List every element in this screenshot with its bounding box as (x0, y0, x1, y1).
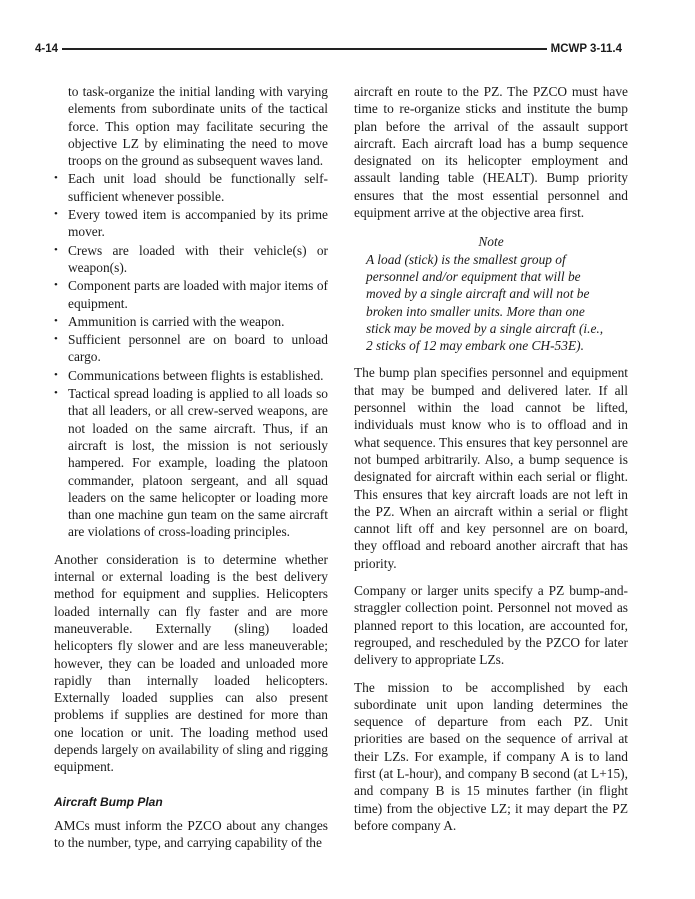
header-rule (62, 48, 547, 49)
list-item: • Component parts are loaded with major items of equipment. (54, 278, 328, 311)
bullet-icon: • (54, 208, 58, 221)
note-title: Note (478, 234, 504, 250)
bullet-icon: • (54, 387, 58, 400)
list-item: • Crews are loaded with their vehicle(s) or weapon(s). (54, 242, 328, 275)
page-number: 4-14 (35, 43, 59, 55)
document-id: MCWP 3-11.4 (550, 43, 622, 55)
list-item: • Every towed item is accompanied by its prime mover. (54, 207, 328, 240)
bump-plan-paragraph: The bump plan specifies personnel and equipment that may be bumped and delivered later. If all personnel within the load cannot be lifted, individuals must know who is to offload and in what sequence. This ensures that key personnel are not bumped arbitrarily. Also, a bump sequence is designated for aircraft within each serial or flight. This ensures that key aircraft loads are not left in the PZ. When an aircraft within a serial or flight cannot lift off and key personnel are on board, they offload and reboard another aircraft that has priority. (354, 365, 628, 571)
mission-sequence-paragraph: The mission to be accomplished by each subordinate unit upon landing determines the sequence of departure from each PZ. Unit priorities are based on the sequence of arrival at their LZs. For example, if company A is to land first (at L-hour), and company B second (at L+15), and company B is 15 minutes farther (in flight time) from the objective LZ; it may depart the PZ before company A. (354, 679, 628, 833)
page-header (35, 42, 622, 56)
continuation-paragraph: aircraft en route to the PZ. The PZCO must have time to re-organize sticks and institute the bump plan before the arrival of the assault support aircraft. Each aircraft load has a bump sequence designated on its helicopter employment and assault landing table (HEALT). Bump priority ensures that the most essential personnel and equipment arrive at the objective area first. (354, 84, 628, 221)
bullet-icon: • (54, 368, 58, 381)
cross-loading-list (54, 170, 328, 540)
bullet-icon: • (54, 279, 58, 292)
list-item: • Ammunition is carried with the weapon. (54, 313, 285, 329)
bullet-icon: • (54, 243, 58, 256)
section-heading: Aircraft Bump Plan (54, 794, 163, 809)
right-column (354, 83, 628, 844)
list-item: • Communications between flights is established. (54, 367, 324, 383)
list-item: • Sufficient personnel are on board to unload cargo. (54, 332, 328, 365)
collection-point-paragraph: Company or larger units specify a PZ bump-and-straggler collection point. Personnel not moved as planned report to this location, are accounted for, regrouped, and rescheduled by the PZCO for later delivery to appropriate LZs. (354, 583, 628, 668)
list-item: • Each unit load should be functionally self-sufficient whenever possible. (54, 171, 328, 204)
bullet-icon: • (54, 333, 58, 346)
note-body: A load (stick) is the smallest group of personnel and/or equipment that will be moved by a single aircraft and will not be broken into smaller units. More than one stick may be moved by a single aircraft (i.e., 2 sticks of 12 may embark one CH-53E). (366, 251, 604, 354)
amcs-paragraph: AMCs must inform the PZCO about any changes to the number, type, and carrying capability of the (54, 817, 328, 851)
list-item: • Tactical spread loading is applied to all loads so that all leaders, or all crew-served weapons, are not loaded on the same aircraft. Thus, if an aircraft is lost, the mission is not seriously hampered. For example, loading the platoon commander, platoon sergeant, and all squad leaders on the same helicopter or loading more than one machine gun team on the same aircraft are violations of cross-loading principles. (54, 386, 328, 540)
left-column (54, 83, 328, 861)
bullet-icon: • (54, 172, 58, 185)
bullet-icon: • (54, 314, 58, 327)
loading-method-paragraph: Another consideration is to determine whether internal or external loading is the best delivery method for equipment and supplies. Helicopters loaded internally can fly faster and are more maneuverable. Externally (sling) loaded helicopters fly slower and are less maneuverable; however, they can be loaded and unloaded more rapidly than internally loaded helicopters. Externally loaded supplies can also present problems if supplies are destined for more than one location or unit. The loading method used depends largely on availability of sling and rigging equipment. (54, 551, 328, 775)
continuation-paragraph: to task-organize the initial landing with varying elements from subordinate units of the tactical force. This option may facilitate securing the objective LZ by eliminating the need to move troops on the ground as subsequent waves land. (68, 84, 328, 169)
